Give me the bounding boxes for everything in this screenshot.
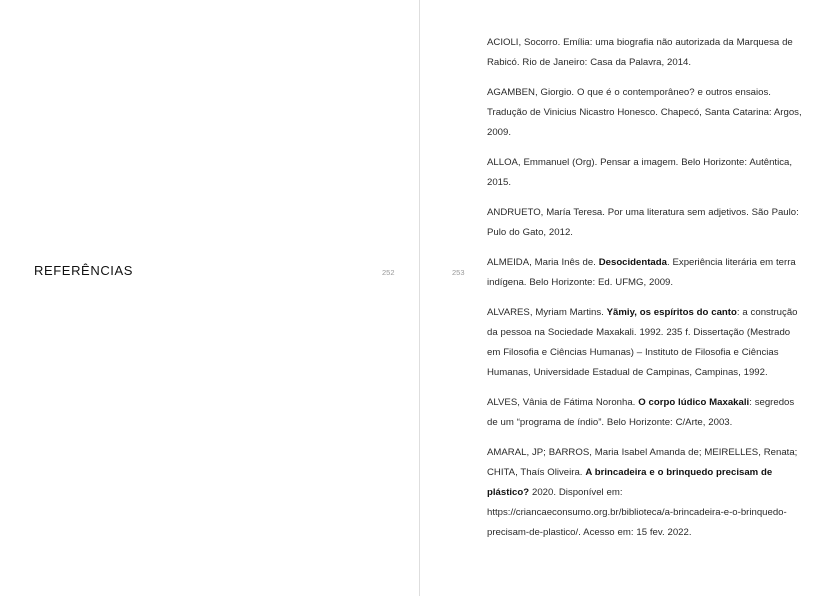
reference-list — [487, 33, 805, 553]
reference-entry — [487, 33, 805, 73]
right-page — [420, 0, 840, 596]
reference-text: ALVARES, Myriam Martins. — [487, 307, 607, 318]
reference-entry — [487, 153, 805, 193]
reference-entry — [487, 443, 805, 543]
reference-text: ANDRUETO, María Teresa. Por uma literatura sem adjetivos. São Paulo: Pulo do Gato, 2012. — [487, 207, 799, 238]
reference-title: Yãmiy, os espíritos do canto — [606, 307, 737, 318]
reference-text: 2020. Disponível em: https://criancaeconsumo.org.br/biblioteca/a-brincadeira-e-o-brinquedo-precisam-de-plastico/. Acesso em: 15 fev. 2022. — [487, 487, 787, 538]
reference-text: ALMEIDA, Maria Inês de. — [487, 257, 599, 268]
reference-title: A brincadeira e o brinquedo precisam de plástico? — [487, 467, 773, 498]
reference-entry — [487, 203, 805, 243]
reference-text: AMARAL, JP; BARROS, Maria Isabel Amanda de; MEIRELLES, Renata; CHITA, Thaís Oliveira. — [487, 447, 798, 478]
reference-text: : segredos de um “programa de índio”. Belo Horizonte: C/Arte, 2003. — [487, 397, 795, 428]
reference-text: ALVES, Vânia de Fátima Noronha. — [487, 397, 639, 408]
reference-title: O corpo lúdico Maxakali — [638, 397, 750, 408]
reference-entry — [487, 393, 805, 433]
reference-entry — [487, 303, 805, 383]
page-number-right: 253 — [452, 268, 465, 277]
reference-text: ACIOLI, Socorro. Emília: uma biografia não autorizada da Marquesa de Rabicó. Rio de Janeiro: Casa da Palavra, 2014. — [487, 37, 793, 68]
page-number-left: 252 — [382, 268, 395, 277]
reference-text: AGAMBEN, Giorgio. O que é o contemporâneo? e outros ensaios. Tradução de Vinicius Nicastro Honesco. Chapecó, Santa Catarina: Argos, 2009. — [487, 87, 802, 138]
section-title: REFERÊNCIAS — [34, 263, 134, 278]
reference-title: Desocidentada — [598, 257, 667, 268]
reference-entry — [487, 83, 805, 143]
reference-entry — [487, 253, 805, 293]
left-page — [0, 0, 419, 596]
reference-text: ALLOA, Emmanuel (Org). Pensar a imagem. Belo Horizonte: Autêntica, 2015. — [487, 157, 793, 188]
reference-text: . Experiência literária em terra indígena. Belo Horizonte: Ed. UFMG, 2009. — [487, 257, 796, 288]
reference-text: : a construção da pessoa na Sociedade Maxakali. 1992. 235 f. Dissertação (Mestrado em Filosofia e Ciências Humanas) – Instituto de Filosofia e Ciências Humanas, Universidade Estadual de Campinas, Campinas, 1992. — [487, 307, 798, 378]
